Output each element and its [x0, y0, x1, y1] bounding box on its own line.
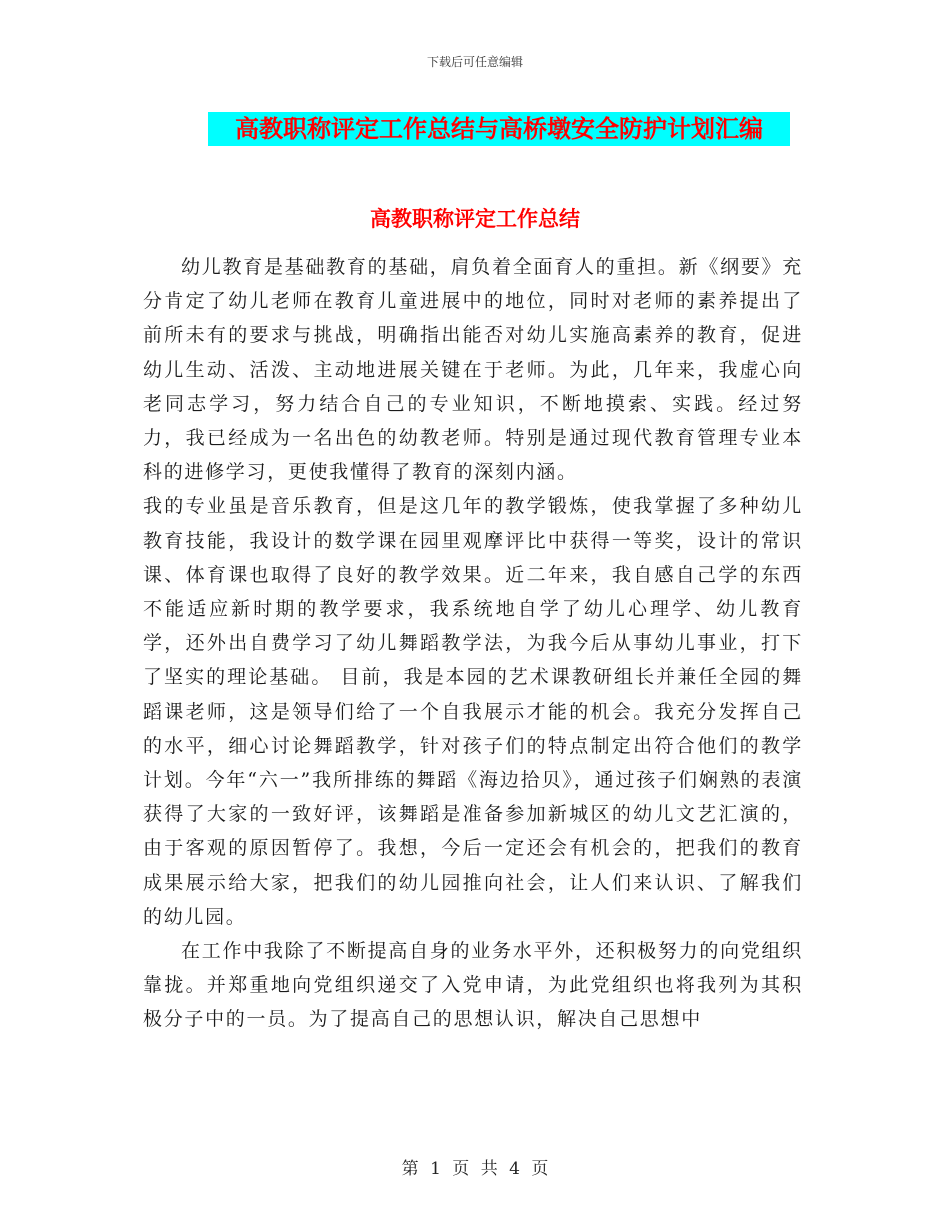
paragraph-2: 我的专业虽是音乐教育，但是这几年的教学锻炼，使我掌握了多种幼儿教育技能，我设计的数学课在园里观摩评比中获得一等奖，设计的常识课、体育课也取得了良好的教学效果。近二年来，我自感自己学的东西不能适应新时期的教学要求，我系统地自学了幼儿心理学、幼儿教育学，还外出自费学习了幼儿舞蹈教学法，为我今后从事幼儿事业，打下了坚实的理论基础。 目前，我是本园的艺术课教研组长并兼任全园的舞蹈课老师，这是领导们给了一个自我展示才能的机会。我充分发挥自己的水平，细心讨论舞蹈教学，针对孩子们的特点制定出符合他们的教学计划。今年“六一”我所排练的舞蹈《海边拾贝》，通过孩子们娴熟的表演获得了大家的一致好评，该舞蹈是准备参加新城区的幼儿文艺汇演的，由于客观的原因暂停了。我想，今后一定还会有机会的，把我们的教育成果展示给大家，把我们的幼儿园推向社会，让人们来认识、了解我们的幼儿园。 — [143, 495, 803, 928]
document-title-highlight — [208, 112, 790, 146]
document-body — [143, 250, 803, 1037]
section-title: 高教职称评定工作总结 — [370, 206, 580, 231]
header-note: 下载后可任意编辑 — [426, 55, 523, 69]
document-title: 高教职称评定工作总结与高桥墩安全防护计划汇编 — [235, 114, 763, 143]
paragraph-3: 在工作中我除了不断提高自身的业务水平外，还积极努力的向党组织靠拢。并郑重地向党组织递交了入党申请，为此党组织也将我列为其积极分子中的一员。为了提高自己的思想认识，解决自己思想中 — [143, 940, 803, 1031]
page-number: 第 1 页 共 4 页 — [401, 1159, 549, 1179]
paragraph-1: 幼儿教育是基础教育的基础，肩负着全面育人的重担。新《纲要》充分肯定了幼儿老师在教育儿童进展中的地位，同时对老师的素养提出了前所未有的要求与挑战，明确指出能否对幼儿实施高素养的教育，促进幼儿生动、活泼、主动地进展关键在于老师。为此，几年来，我虚心向老同志学习，努力结合自己的专业知识，不断地摸索、实践。经过努力，我已经成为一名出色的幼教老师。特别是通过现代教育管理专业本科的进修学习，更使我懂得了教育的深刻内涵。 — [143, 256, 803, 484]
